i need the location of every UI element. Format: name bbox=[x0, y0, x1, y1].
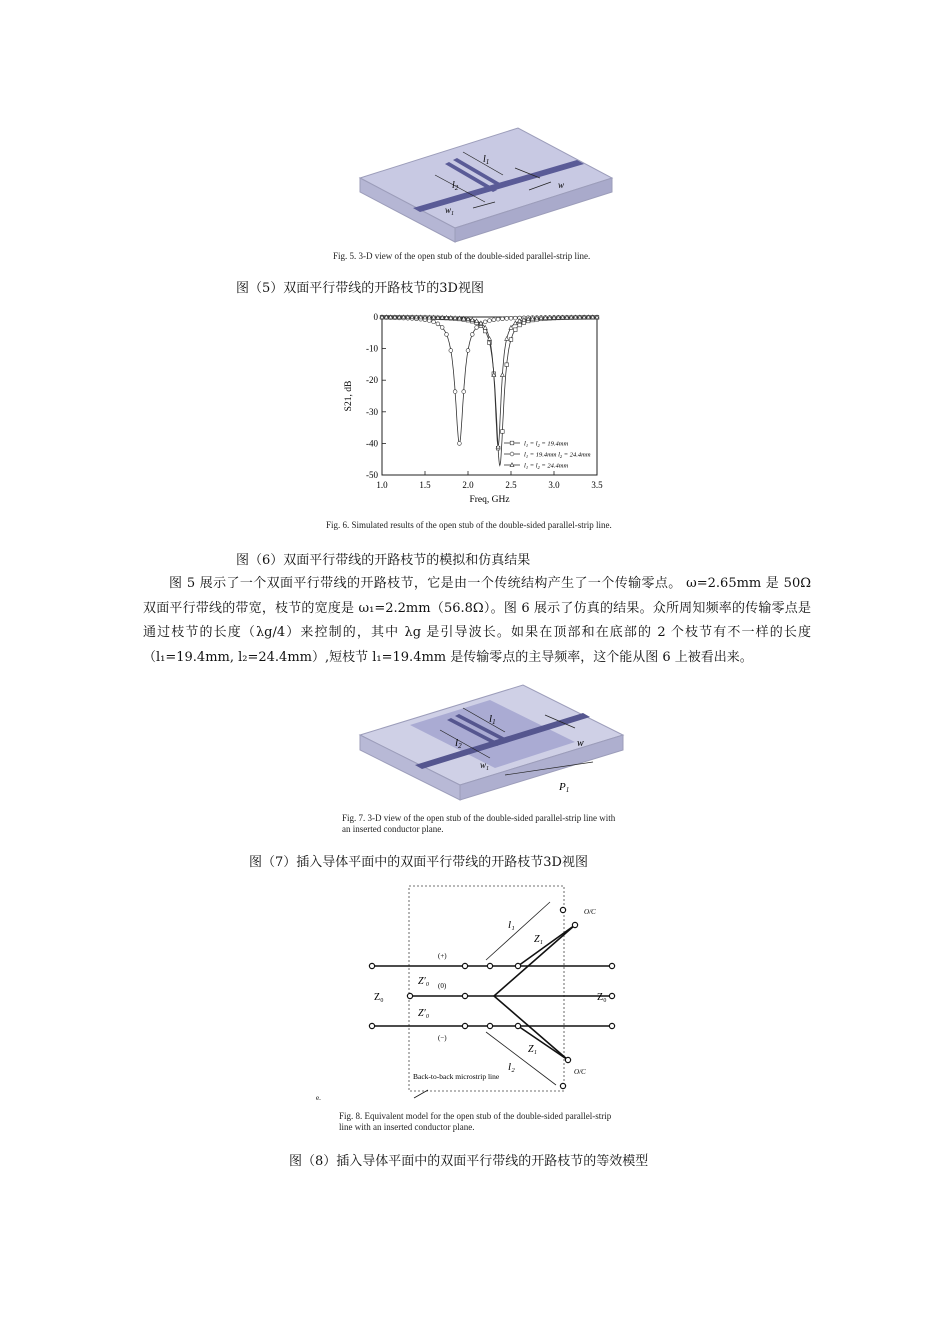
x-tick-label: 3.5 bbox=[591, 480, 603, 490]
data-point-circle bbox=[509, 316, 513, 320]
fig5-label-l1: $l_1$ bbox=[483, 154, 490, 166]
x-tick-label: 1.5 bbox=[419, 480, 431, 490]
body-paragraph: 图 5 展示了一个双面平行带线的开路枝节，它是由一个传统结构产生了一个传输零点。 ω=2.65mm 是 50Ω 双面平行带线的带宽，枝节的宽度是 ω₁=2.2mm（56.8Ω）。图 6 展示了仿真的结果。众所周知频率的传输零点是通过枝节的长度（λg/4）来控制的，其中 λg 是引导波长。如果在顶部和在底部的 2 个枝节有不一样的长度（l₁=19.4mm, l₂=24.4mm）,短枝节 l₁=19.4mm 是传输零点的主导频率，这个能从图 6 上被看出来。 bbox=[143, 576, 811, 665]
fig8-z1-bot: Z₁ bbox=[528, 1044, 538, 1055]
fig8-e-label: e. bbox=[316, 1094, 321, 1102]
fig5-label-w1: $w_1$ bbox=[445, 205, 455, 217]
fig7-label-w: w bbox=[577, 738, 584, 749]
x-tick-label: 2.5 bbox=[505, 480, 517, 490]
fig8-l2: l₂ bbox=[508, 1061, 515, 1073]
x-tick-label: 1.0 bbox=[376, 480, 388, 490]
fig7-caption-en-2: an inserted conductor plane. bbox=[342, 824, 444, 834]
data-point-circle bbox=[488, 319, 492, 323]
data-point-circle bbox=[436, 322, 440, 326]
x-tick-label: 2.0 bbox=[462, 480, 474, 490]
fig5-caption-cn: 图（5）双面平行带线的开路枝节的3D视图 bbox=[236, 281, 484, 296]
data-point-square bbox=[518, 323, 522, 327]
data-point-triangle bbox=[505, 337, 509, 341]
y-axis-label: S21, dB bbox=[344, 380, 354, 412]
body-paragraph-container bbox=[143, 572, 811, 670]
legend-label: $l_1 = l_2 = 19.4mm$ bbox=[524, 440, 569, 448]
legend-label: $l_1 = 19.4mm$ $l_2 = 24.4mm$ bbox=[524, 451, 591, 459]
legend-label: $l_1 = l_2 = 24.4mm$ bbox=[524, 462, 569, 470]
fig5-label-l2: $l_2$ bbox=[452, 180, 459, 192]
data-point-circle bbox=[483, 320, 487, 324]
data-point-circle bbox=[440, 326, 444, 330]
data-point-circle bbox=[453, 390, 457, 394]
data-point-circle bbox=[475, 326, 479, 330]
fig8-z1-top: Z₁ bbox=[534, 934, 544, 945]
fig6-caption-en: Fig. 6. Simulated results of the open stub of the double-sided parallel-strip line. bbox=[326, 520, 612, 530]
fig5-diagram bbox=[355, 120, 620, 245]
fig8-oc-bot: O/C bbox=[574, 1068, 586, 1076]
y-tick-label: 0 bbox=[373, 312, 378, 322]
data-point-square bbox=[505, 363, 509, 367]
fig7-diagram bbox=[355, 680, 630, 805]
fig7-label-l1: l1 bbox=[489, 713, 496, 726]
fig8-caption-en-1: Fig. 8. Equivalent model for the open stub of the double-sided parallel-strip bbox=[339, 1111, 612, 1121]
fig7-caption-en-1: Fig. 7. 3-D view of the open stub of the double-sided parallel-strip line with bbox=[342, 813, 616, 823]
y-tick-label: -50 bbox=[366, 470, 378, 480]
x-axis-label: Freq, GHz bbox=[469, 495, 510, 505]
fig8-caption-cn: 图（8）插入导体平面中的双面平行带线的开路枝节的等效模型 bbox=[289, 1154, 649, 1169]
data-point-square bbox=[501, 430, 505, 434]
fig7-label-l2: l2 bbox=[455, 737, 462, 750]
fig8-l1: l₁ bbox=[508, 919, 515, 931]
data-point-square bbox=[509, 338, 513, 342]
fig7-label-w1: $w_1$ bbox=[480, 760, 490, 772]
data-point-circle bbox=[501, 317, 505, 321]
data-point-triangle bbox=[500, 373, 504, 377]
data-point-triangle bbox=[513, 321, 517, 325]
data-point-circle bbox=[470, 333, 474, 337]
y-tick-label: -30 bbox=[366, 406, 378, 417]
fig8-zero: (0) bbox=[438, 982, 447, 990]
fig8-back-label: Back-to-back microstrip line bbox=[413, 1072, 500, 1081]
data-point-circle bbox=[449, 349, 453, 353]
fig8-minus: (−) bbox=[438, 1034, 447, 1042]
data-point-circle bbox=[462, 390, 466, 394]
y-tick-label: -10 bbox=[366, 343, 378, 354]
y-tick-label: -40 bbox=[366, 438, 378, 449]
legend-marker-square bbox=[510, 441, 514, 445]
fig5-label-w: w bbox=[558, 180, 565, 190]
fig8-oc-top: O/C bbox=[584, 908, 596, 916]
data-point-circle bbox=[466, 349, 470, 353]
fig8-z0-right: Z₀ bbox=[597, 992, 607, 1003]
fig6-chart bbox=[335, 305, 625, 515]
y-tick-label: -20 bbox=[366, 375, 378, 386]
data-point-circle bbox=[458, 442, 462, 446]
data-point-circle bbox=[445, 333, 449, 337]
fig7-caption-cn: 图（7）插入导体平面中的双面平行带线的开路枝节3D视图 bbox=[249, 855, 588, 870]
fig8-z0-left: Z₀ bbox=[374, 992, 384, 1003]
data-point-circle bbox=[513, 316, 517, 320]
legend-marker-circle bbox=[510, 452, 514, 456]
x-tick-label: 3.0 bbox=[548, 480, 560, 490]
fig7-label-p1: P1 bbox=[559, 781, 570, 794]
fig6-caption-cn: 图（6）双面平行带线的开路枝节的模拟和仿真结果 bbox=[236, 553, 531, 568]
fig8-caption-en-2: line with an inserted conductor plane. bbox=[339, 1122, 475, 1132]
data-point-circle bbox=[496, 317, 500, 321]
fig8-plus: (+) bbox=[438, 952, 447, 960]
data-point-square bbox=[514, 328, 518, 332]
fig5-caption-en: Fig. 5. 3-D view of the open stub of the double-sided parallel-strip line. bbox=[333, 251, 591, 261]
data-point-circle bbox=[505, 317, 509, 321]
data-point-circle bbox=[492, 318, 496, 322]
fig8-circuit bbox=[310, 880, 655, 1105]
fig8-z0p-bot: Z′₀ bbox=[418, 1008, 430, 1019]
data-point-circle bbox=[432, 320, 436, 324]
fig8-z0p-top: Z′₀ bbox=[418, 976, 430, 987]
